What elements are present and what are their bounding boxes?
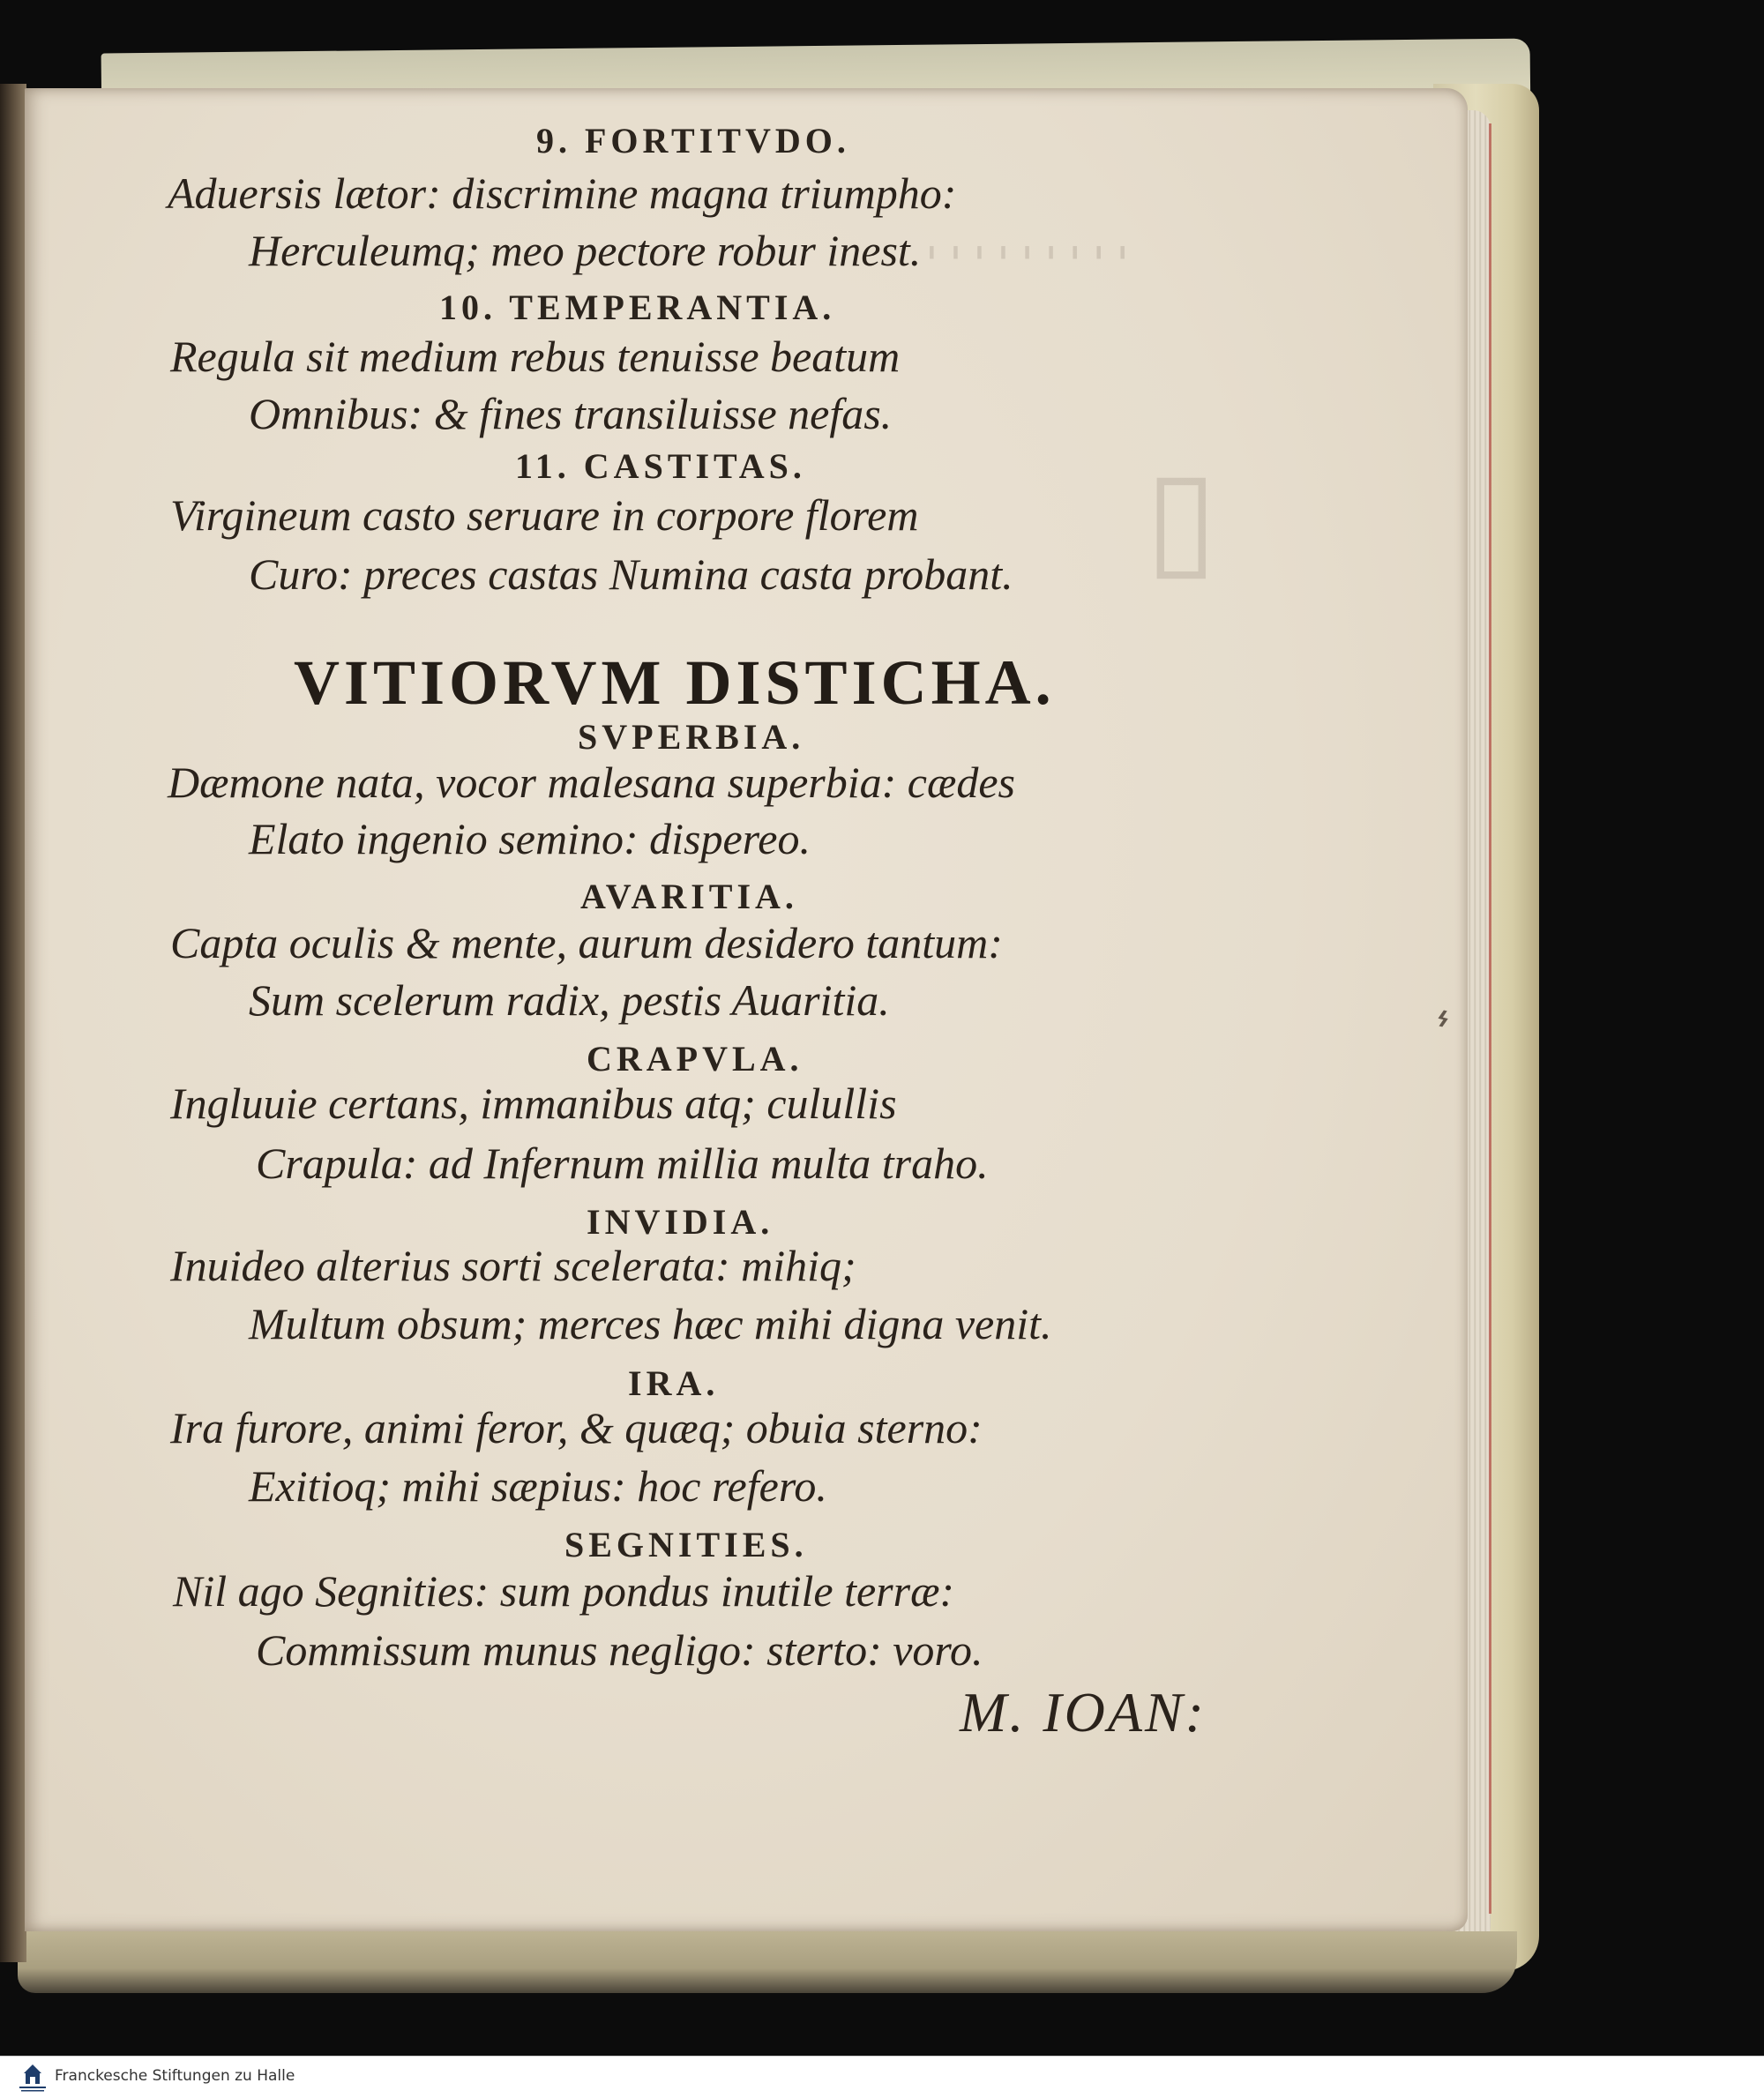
marginal-mark: ⌁ [1424, 1005, 1464, 1027]
verse-line: Regula sit medium rebus tenuisse beatum [170, 332, 901, 381]
franckesche-stiftungen-logo-icon [16, 2062, 49, 2094]
vice-heading-invidia: INVIDIA. [587, 1202, 774, 1242]
credit-footer [0, 2056, 1764, 2098]
section-title: VITIORVM DISTICHA. [294, 647, 1056, 718]
red-page-edge [1489, 123, 1491, 1914]
verse-line: Omnibus: & fines transiluisse nefas. [249, 389, 893, 438]
verse-line: Ingluuie certans, immanibus atq; culullis [170, 1079, 897, 1128]
vice-heading-ira: IRA. [628, 1363, 720, 1403]
verse-line: Crapula: ad Infernum millia multa traho. [256, 1139, 989, 1188]
verse-line: Inuideo alterius sorti scelerata: mihiq; [170, 1241, 856, 1290]
verse-line: Nil ago Segnities: sum pondus inutile terræ: [173, 1566, 955, 1616]
virtue-heading-castitas: 11. CASTITAS. [515, 446, 806, 486]
verse-line: Elato ingenio semino: dispereo. [249, 814, 811, 863]
vice-heading-avaritia: AVARITIA. [580, 877, 798, 916]
verse-line: Ira furore, animi feror, & quæq; obuia sterno: [170, 1403, 983, 1452]
virtue-heading-temperantia: 10. TEMPERANTIA. [439, 287, 836, 327]
verse-line: Exitioq; mihi sæpius: hoc refero. [249, 1461, 827, 1511]
verse-line: Aduersis lætor: discrimine magna triumpho: [168, 168, 957, 218]
verse-line: Sum scelerum radix, pestis Auaritia. [249, 975, 890, 1025]
vice-heading-crapula: CRAPVLA. [587, 1039, 804, 1079]
verse-line: Dæmone nata, vocor malesana superbia: cædes [168, 758, 1015, 807]
show-through-text: ˌˌˌˌˌˌˌˌˌ [916, 201, 1131, 265]
verse-line: Virgineum casto seruare in corpore florem [170, 490, 919, 540]
verse-line: Herculeumq; meo pectore robur inest. [249, 226, 922, 275]
vice-heading-segnities: SEGNITIES. [564, 1525, 808, 1564]
spine-gutter [0, 84, 26, 1962]
catchword: M. IOAN: [960, 1681, 1207, 1743]
verse-line: Capta oculis & mente, aurum desidero tantum: [170, 918, 1003, 967]
verse-line: Multum obsum; merces hæc mihi digna venit. [249, 1299, 1052, 1348]
show-through-initial: ▯ [1145, 441, 1218, 594]
credit-text: Franckesche Stiftungen zu Halle [55, 2067, 295, 2085]
vice-heading-superbia: SVPERBIA. [578, 717, 805, 757]
virtue-heading-fortitudo: 9. FORTITVDO. [536, 121, 850, 161]
verse-line: Commissum munus negligo: sterto: voro. [256, 1625, 983, 1675]
vellum-binding-bottom [18, 1931, 1517, 1993]
verse-line: Curo: preces castas Numina casta probant. [249, 549, 1013, 599]
